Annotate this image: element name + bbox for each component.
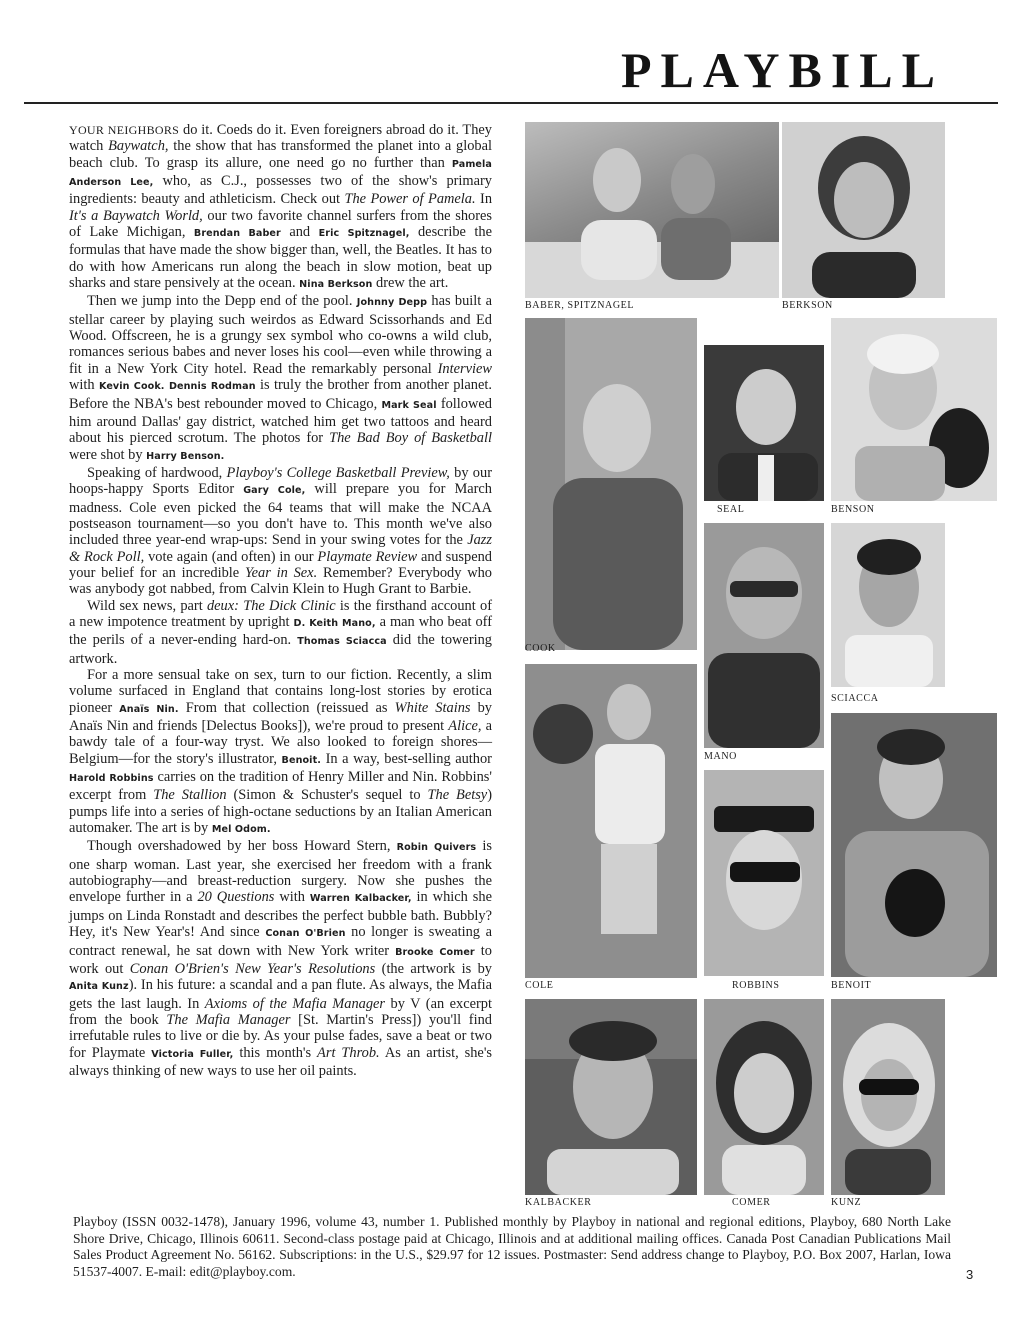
contributor-name: Benoit.: [281, 754, 322, 766]
feature-title: The Power of Pamela.: [344, 191, 476, 208]
contributor-name: Mel Odom.: [211, 824, 271, 836]
text-run: followed him around Dallas' gay district, watched him get two tattoos and heard about his pierced scrotum. The photos for: [69, 395, 492, 447]
text-run: and suspend your belief for an incredible: [69, 548, 492, 581]
caption-kalbacker: KALBACKER: [525, 1197, 592, 1208]
article-paragraph: [69, 122, 492, 293]
article-body: [69, 122, 492, 1079]
text-run: is the firsthand account of a new impotence treatment by upright: [69, 597, 492, 630]
photo-benoit: [831, 713, 997, 977]
text-run: Then we jump into the Depp end of the pool.: [87, 293, 357, 310]
text-run: [St. Martin's Press]) you'll find irrefutable rules to live or die by. As your pulse fades, save a beat or two for Playmate: [69, 1011, 492, 1061]
text-run: describe the formulas that have made the show bigger than, well, the Beatles. It has to do with how Americans run along the beach in slow motion, beat up sharks and stare pensively at the ocean.: [69, 224, 492, 292]
page-number: 3: [966, 1267, 974, 1282]
text-run: is truly the brother from another planet. Before the NBA's best rebounder moved to Chicago,: [69, 377, 492, 412]
caption-cole: COLE: [525, 980, 554, 991]
photo-kalbacker: [525, 999, 697, 1195]
article-paragraph: [69, 293, 492, 464]
text-run: with: [274, 889, 310, 906]
photo-baber-spitznagel: [525, 122, 779, 298]
text-run: a man who beat off the perils of a never-ending hard-on.: [69, 613, 492, 649]
photo-seal: [704, 345, 824, 501]
text-run: a bawdy tale of a four-way tryst. We also looked to foreign shores—Belgium—for the story's illustrator,: [69, 718, 492, 767]
text-run: From that collection (reissued as: [178, 699, 395, 716]
feature-title: The Betsy: [427, 787, 488, 804]
article-paragraph: [69, 838, 492, 1079]
contributor-name: Warren Kalbacker,: [309, 893, 412, 905]
contributor-name: Anita Kunz: [69, 981, 129, 993]
photo-cook: [525, 318, 697, 650]
text-run: the show that has transformed the planet into a global beach club. To grasp its allure, one need go no further than: [69, 138, 492, 171]
contributor-name: Pamela Anderson Lee,: [69, 158, 492, 189]
contributor-name: Victoria Fuller,: [151, 1048, 234, 1060]
photo-robbins: [704, 770, 824, 976]
text-run: vote again (and often) in our: [144, 548, 318, 565]
caption-mano: MANO: [704, 751, 737, 762]
text-run: were shot by: [69, 446, 147, 463]
page-title: PLAYBILL: [620, 42, 944, 98]
feature-title: deux:: [206, 597, 239, 614]
text-run: has built a stellar career by playing such weirdos as Edward Scissorhands and Ed Wood. Offscreen, he is a grungy sex symbol who co-owns a wild club, romances serious babes and never loses his cool—even while throwing a fit in a New York City hotel. Read the remarkably personal: [69, 293, 492, 377]
contributor-name: Nina Berkson: [299, 279, 373, 291]
photo-berkson: [782, 122, 945, 298]
text-run: Speaking of hardwood,: [87, 464, 227, 481]
text-run: no longer is sweating a contract renewal, he sat down with New York writer: [69, 924, 492, 959]
text-run: carries on the tradition of Henry Miller and Nin. Robbins' excerpt from: [69, 769, 492, 804]
contributor-name: Johnny Depp: [356, 297, 428, 309]
contributor-name: Gary Cole,: [243, 485, 306, 497]
caption-robbins: ROBBINS: [732, 980, 780, 991]
contributor-name: Thomas Sciacca: [297, 636, 387, 648]
text-run: in which she jumps on Linda Ronstadt and describes the perfect bubble bath. Bubbly? Hey, it's New Year's! And since: [69, 889, 492, 941]
caption-benoit: BENOIT: [831, 980, 872, 991]
caption-comer: COMER: [732, 1197, 771, 1208]
feature-title: Alice,: [448, 718, 482, 735]
text-run: drew the art.: [372, 275, 449, 292]
text-run: (the artwork is by: [375, 960, 492, 977]
caption-baber-spitznagel: BABER, SPITZNAGEL: [525, 300, 635, 311]
text-run: our two favorite channel surfers from the shores of Lake Michigan,: [69, 207, 492, 241]
caption-cook: COOK: [525, 643, 556, 654]
text-run: by Anaïs Nin and friends [Delectus Books]), we're proud to present: [69, 699, 492, 735]
feature-title: It's a Baywatch World,: [69, 207, 203, 224]
text-run: Though overshadowed by her boss Howard Stern,: [87, 838, 397, 855]
feature-title: Interview: [437, 360, 492, 377]
contributor-name: Dennis Rodman: [168, 381, 256, 393]
contributor-name: Harry Benson.: [146, 450, 225, 462]
feature-title: Playboy's College Basketball Preview,: [226, 464, 450, 481]
caption-seal: SEAL: [717, 504, 745, 515]
feature-title: The Bad Boy of Basketball: [329, 430, 492, 447]
feature-title: 20 Questions: [197, 889, 275, 906]
text-run: ) pumps life into a series of high-octane seductions by an Italian American automaker. The art is by: [69, 787, 492, 837]
feature-title: Conan O'Brien's New Year's Resolutions: [129, 960, 376, 977]
text-run: In: [475, 191, 493, 208]
text-run: to work out: [69, 942, 492, 977]
text-run: by V (an excerpt from the book: [69, 995, 492, 1028]
contributor-name: Mark Seal: [381, 399, 437, 411]
text-run: and: [280, 224, 319, 241]
caption-kunz: KUNZ: [831, 1197, 862, 1208]
feature-title: Jazz & Rock Poll,: [69, 532, 492, 565]
contributor-name: Robin Quivers: [396, 842, 477, 854]
photo-comer: [704, 999, 824, 1195]
text-run: who, as C.J., possesses two of the show's primary ingredients: beauty and athleticism. Check out: [69, 173, 492, 208]
text-run: (Simon & Schuster's sequel to: [226, 787, 428, 804]
article-paragraph: [69, 598, 492, 667]
text-run: do it. Coeds do it. Even foreigners abroad do it. They watch: [69, 122, 493, 155]
contributor-name: Conan O'Brien: [265, 928, 346, 940]
photo-benson: [831, 318, 997, 501]
feature-title: Axioms of the Mafia Manager: [204, 995, 386, 1012]
contributor-name: Brendan Baber: [193, 228, 281, 240]
feature-title: Year in Sex.: [244, 564, 318, 581]
header-rule: [24, 102, 998, 104]
feature-title: Art Throb.: [317, 1044, 380, 1061]
contributor-name: Brooke Comer: [395, 946, 475, 958]
text-run: will prepare you for March madness. Cole even picked the 64 teams that will make the NCAA postseason tournament—so you don't have to. This month we've also included three year-end wrap-ups: Send in your swing votes for the: [69, 481, 493, 549]
feature-title: The Stallion: [153, 787, 227, 804]
caption-benson: BENSON: [831, 504, 875, 515]
contributor-name: Anaïs Nin.: [119, 703, 179, 715]
text-run: by our hoops-happy Sports Editor: [69, 464, 492, 498]
photo-mano: [704, 523, 824, 748]
text-run: Remember? Everybody who was anybody got nabbed, from Calvin Klein to Hugh Grant to Barbie.: [69, 564, 492, 598]
photo-kunz: [831, 999, 945, 1195]
article-paragraph: [69, 465, 492, 598]
article-paragraph: [69, 667, 492, 838]
photo-sciacca: [831, 523, 945, 687]
contributor-name: D. Keith Mano,: [293, 617, 376, 629]
text-run: Wild sex news, part: [87, 597, 207, 614]
feature-title: Baywatch,: [108, 138, 169, 155]
text-run: is one sharp woman. Last year, she exercised her freedom with a frank autobiography—and breast-reduction surgery. Now she pushes the envelope further in a: [69, 838, 492, 906]
text-run: YOUR NEIGHBORS: [69, 123, 180, 137]
photo-cole: [525, 664, 697, 978]
feature-title: The Mafia Manager: [166, 1011, 291, 1028]
text-run: As an artist, she's always thinking of new ways to use her oil paints.: [69, 1044, 493, 1079]
caption-berkson: BERKSON: [782, 300, 833, 311]
text-run: ). In his future: a scandal and a pan flute. As always, the Mafia gets the last laugh. In: [69, 977, 493, 1012]
caption-sciacca: SCIACCA: [831, 693, 879, 704]
text-run: with: [69, 377, 99, 394]
publication-info: Playboy (ISSN 0032-1478), January 1996, volume 43, number 1. Published monthly by Playboy in national and regional editions, Playboy, 680 North Lake Shore Drive, Chicago, Illinois 60611. Second-class postage paid at Chicago, Illinois and at additional mailing offices. Canada Post Canadian Publications Mail Sales Product Agreement No. 56162. Subscriptions: in the U.S., $29.97 for 12 issues. Postmaster: Send address change to Playboy, P.O. Box 2007, Harlan, Iowa 51537-4007. E-mail: edit@playboy.com.: [73, 1214, 951, 1279]
text-run: For a more sensual take on sex, turn to our fiction. Recently, a slim volume surfaced in England that contains long-lost stories by erotica pioneer: [69, 667, 492, 716]
feature-title: White Stains: [394, 699, 471, 716]
contributor-name: Harold Robbins: [69, 773, 154, 785]
feature-title: The Dick Clinic: [243, 597, 336, 614]
text-run: did the towering artwork.: [69, 632, 492, 667]
contributor-name: Eric Spitznagel,: [318, 228, 410, 240]
contributor-name: Kevin Cook.: [98, 381, 165, 393]
text-run: In a way, best-selling author: [321, 750, 492, 767]
text-run: this month's: [233, 1044, 318, 1061]
feature-title: Playmate Review: [317, 548, 418, 565]
